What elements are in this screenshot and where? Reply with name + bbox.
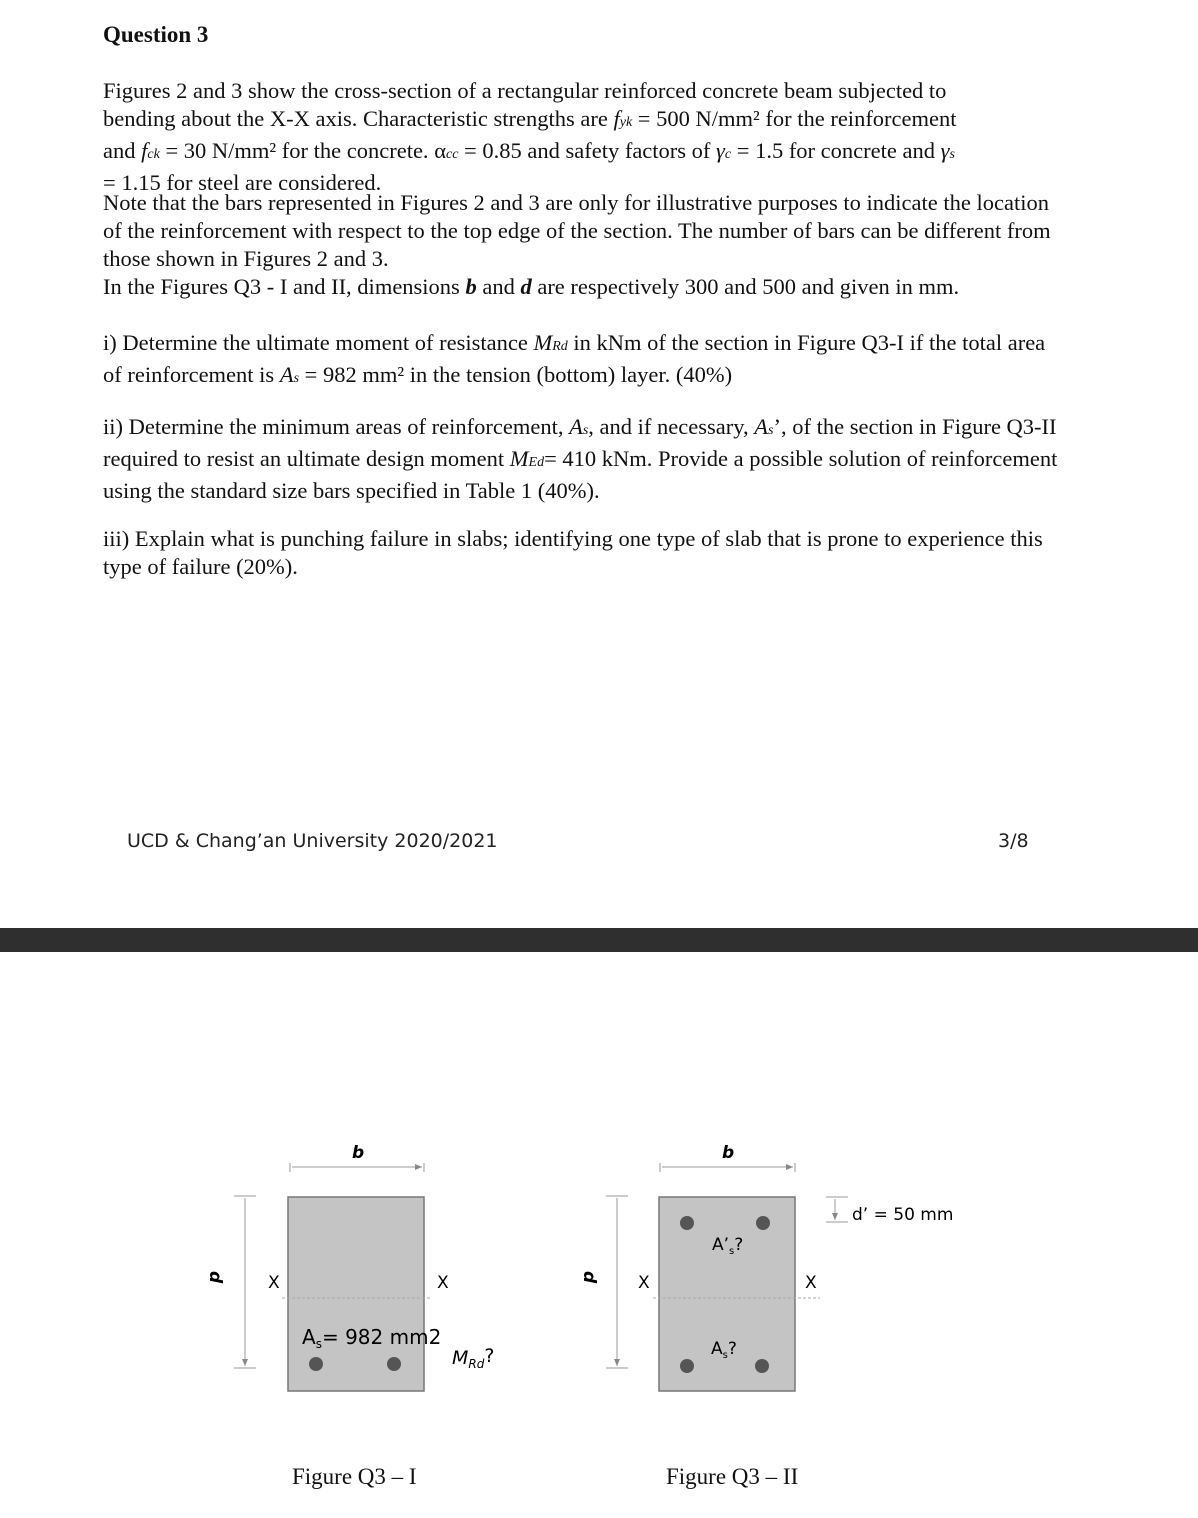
- b-label: b: [352, 1143, 365, 1163]
- rebar-bottom-left: [309, 1357, 323, 1371]
- b-label-2: b: [722, 1143, 735, 1163]
- beam-section-2: [659, 1197, 795, 1391]
- footer-left: UCD & Chang’an University 2020/2021: [127, 830, 498, 852]
- rebar-bottom-left-2: [680, 1359, 694, 1373]
- mrd-label: $M_{Rd}$?: [452, 1345, 495, 1371]
- d-label: d: [205, 1271, 225, 1284]
- rebar-bottom-right-2: [755, 1359, 769, 1373]
- page-separator: [0, 928, 1198, 952]
- x-label-left: X: [268, 1273, 280, 1293]
- intro-paragraph: Figures 2 and 3 show the cross-section of a rectangular reinforced concrete beam subjected to bending about the X-X axis. Characteristic strengths are fyk = 500 N/mm² for the reinforcement and fck = 30 N/mm² for the concrete. αcc = 0.85 and safety factors of γc = 1.5 for concrete and γs = 1.15 for steel are considered.: [103, 78, 957, 195]
- figures-page: [0, 952, 1198, 1518]
- page-number: 3/8: [998, 830, 1029, 852]
- dimensions-paragraph: In the Figures Q3 - I and II, dimensions b and d are respectively 300 and 500 and given in mm.: [103, 274, 960, 299]
- figure-caption-2: Figure Q3 – II: [666, 1464, 799, 1489]
- figure-caption-1: Figure Q3 – I: [292, 1464, 417, 1489]
- figure-q3-i: [205, 1143, 494, 1391]
- part-ii-paragraph: ii) Determine the minimum areas of reinforcement, As, and if necessary, As’, of the section in Figure Q3-II required to resist an ultimate design moment MEd= 410 kNm. Provide a possible solution of reinforcement using the standard size bars specified in Table 1 (40%).: [103, 414, 1058, 503]
- d-label-2: d: [579, 1271, 599, 1284]
- as-label-2: $A_s$?: [711, 1339, 737, 1361]
- note-paragraph: Note that the bars represented in Figures 2 and 3 are only for illustrative purposes to indicate the location of the reinforcement with respect to the top edge of the section. The number of bars can be different from those shown in Figures 2 and 3.: [103, 190, 1051, 271]
- part-i-paragraph: i) Determine the ultimate moment of resistance MRd in kNm of the section in Figure Q3-I if the total area of reinforcement is As = 982 mm² in the tension (bottom) layer. (40%): [103, 330, 1046, 387]
- x-label-left-2: X: [638, 1273, 650, 1293]
- rebar-top-left: [680, 1216, 694, 1230]
- as-prime-label: $A’_s$?: [712, 1235, 744, 1257]
- as-label: $A_s= 982$ mm2: [302, 1325, 442, 1351]
- rebar-top-right: [756, 1216, 770, 1230]
- figure-q3-ii: [579, 1143, 953, 1391]
- x-label-right: X: [437, 1273, 449, 1293]
- rebar-bottom-right: [387, 1357, 401, 1371]
- figures-svg: [0, 952, 1198, 1518]
- question-title: Question 3: [103, 22, 209, 47]
- beam-section-1: [288, 1197, 424, 1391]
- part-iii-paragraph: iii) Explain what is punching failure in slabs; identifying one type of slab that is prone to experience this type of failure (20%).: [103, 526, 1043, 579]
- x-label-right-2: X: [805, 1273, 817, 1293]
- dprime-label: d’ = 50 mm: [852, 1205, 954, 1225]
